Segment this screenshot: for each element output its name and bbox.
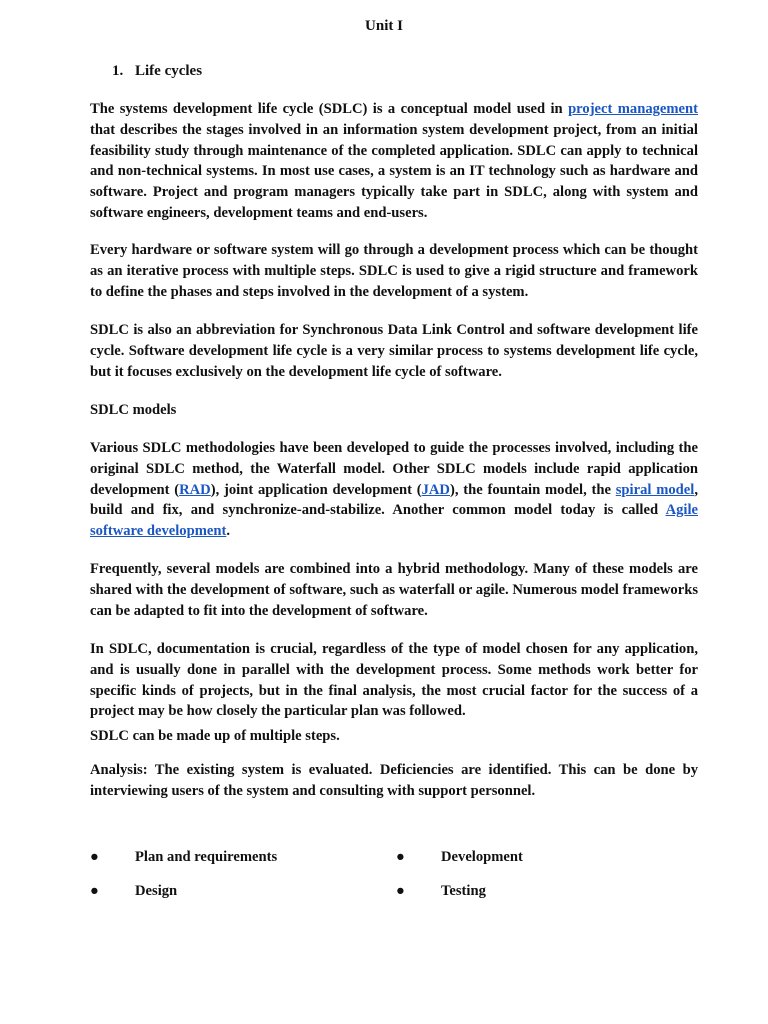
list-item-label: Testing [441, 883, 486, 899]
list-item-label: Development [441, 849, 523, 865]
bullet-icon: ● [90, 883, 99, 899]
rad-link[interactable]: RAD [179, 481, 211, 498]
bullet-icon: ● [396, 849, 405, 865]
agile-software-development-link[interactable]: Agile software development [90, 502, 698, 540]
spiral-model-link[interactable]: spiral model [615, 481, 695, 498]
jad-link[interactable]: JAD [421, 481, 450, 498]
paragraph-hybrid: Frequently, several models are combined into a hybrid methodology. Many of these models are shared with the development of software, such as waterfall or agile. Numerous model frameworks can be adapted to fit into the development of software. [90, 561, 698, 619]
subheading-sdlc-models: SDLC models [90, 402, 177, 418]
paragraph-text: Various SDLC methodologies have been developed to guide the processes involved, including the original SDLC method, the Waterfall model. Other SDLC models include rapid application development ( [90, 440, 698, 498]
paragraph-methodologies [90, 438, 698, 542]
bullet-icon: ● [396, 883, 405, 899]
bullet-icon: ● [90, 849, 99, 865]
paragraph-multiple-steps: SDLC can be made up of multiple steps. [90, 728, 340, 744]
section-heading [112, 61, 202, 81]
paragraph-documentation: In SDLC, documentation is crucial, regardless of the type of model chosen for any application, and is usually done in parallel with the development process. Some methods work better for specific kinds of projects, but in the final analysis, the most crucial factor for the success of a project may be how closely the particular plan was followed. [90, 641, 698, 720]
section-number: 1. [112, 63, 124, 79]
paragraph-development-process: Every hardware or software system will go through a development process which can be thought as an iterative process with multiple steps. SDLC is used to give a rigid structure and framework to define the phases and steps involved in the development of a system. [90, 242, 698, 300]
paragraph-abbreviation: SDLC is also an abbreviation for Synchronous Data Link Control and software development life cycle. Software development life cycle is a very similar process to systems development life cycle, but it focuses exclusively on the development life cycle of software. [90, 322, 698, 380]
section-label: Life cycles [135, 63, 203, 79]
list-item-label: Design [135, 883, 178, 899]
paragraph-text: ), the fountain model, the [449, 481, 616, 498]
paragraph-text: that describes the stages involved in an information system development project, from an initial feasibility study through maintenance of the completed application. SDLC can apply to technical and non-technical systems. In most use cases, a system is an IT technology such as hardware and software. Project and program managers typically take part in SDLC, along with system and software engineers, development teams and end-users. [90, 121, 698, 221]
page-title: Unit I [365, 18, 403, 34]
list-item-label: Plan and requirements [135, 849, 278, 865]
paragraph-text: ), joint application development ( [210, 481, 422, 498]
paragraph-text: . [226, 523, 230, 540]
project-management-link[interactable]: project management [568, 101, 698, 117]
paragraph-text: , build and fix, and synchronize-and-stabilize. Another common model today is called [90, 481, 698, 519]
paragraph-text: The systems development life cycle (SDLC) is a conceptual model used in [90, 101, 569, 117]
paragraph-sdlc-definition [90, 99, 698, 224]
paragraph-analysis: Analysis: The existing system is evaluated. Deficiencies are identified. This can be done by interviewing users of the system and consulting with support personnel. [90, 762, 698, 799]
